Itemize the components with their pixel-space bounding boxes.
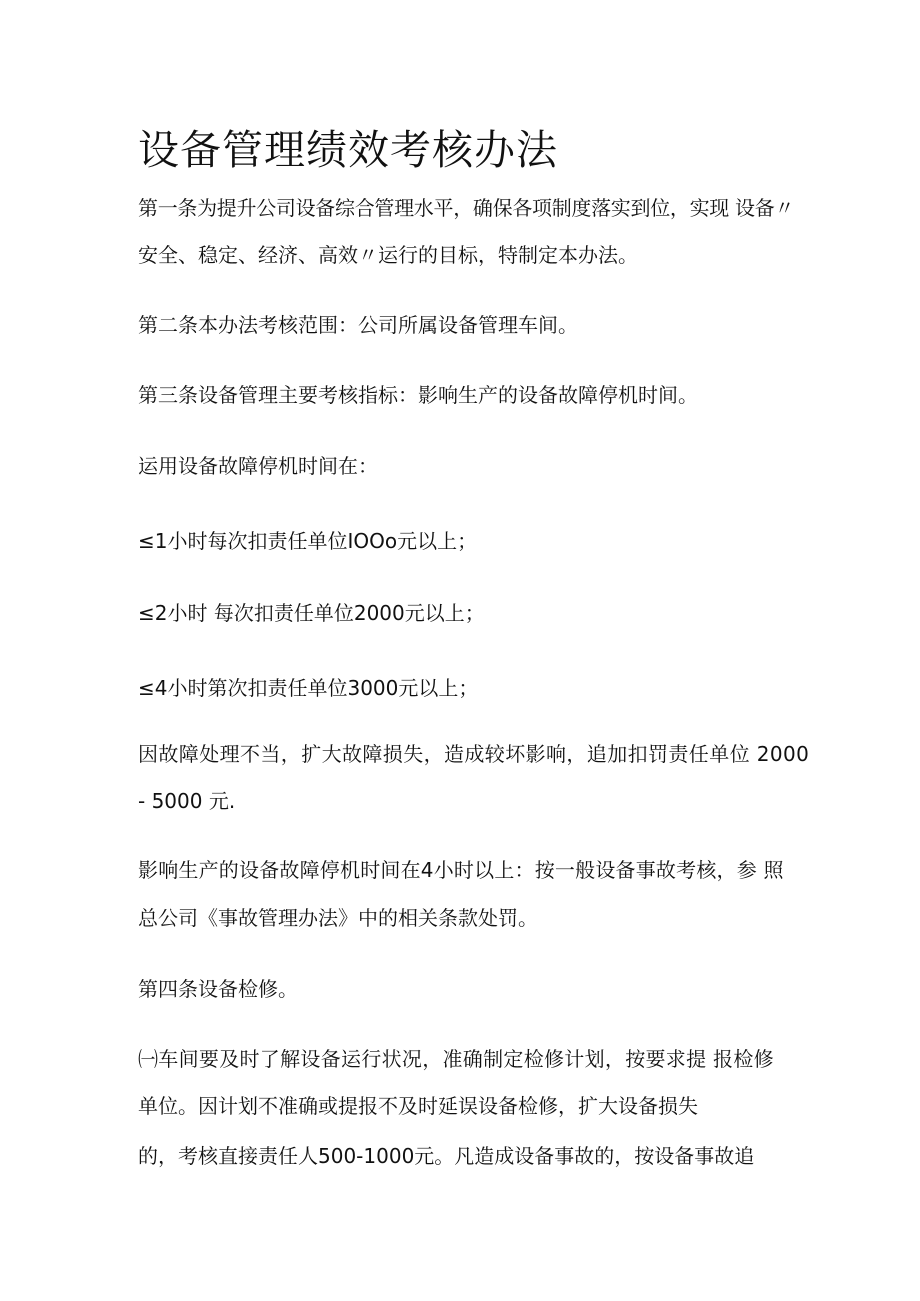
article-3-line: 第三条设备管理主要考核指标：影响生产的设备故障停机时间。	[138, 383, 698, 407]
downtime-intro-line: 运用设备故障停机时间在：	[138, 454, 378, 478]
downtime-rule-4h: ≤4小时第次扣责任单位3000元以上；	[138, 676, 479, 700]
article-4-item-1-line-3: 的，考核直接责任人500-1000元。凡造成设备事故的，按设备事故追	[138, 1144, 755, 1168]
downtime-rule-1h: ≤1小时每次扣责任单位IOOo元以上；	[138, 529, 478, 553]
improper-handling-line-1: 因故障处理不当，扩大故障损失，造成较坏影响，追加扣罚责任单位 2000	[138, 742, 810, 766]
improper-handling-line-2: - 5000 元.	[138, 789, 236, 813]
article-1-line-2: 安全、稳定、经济、高效〃运行的目标，特制定本办法。	[138, 243, 638, 267]
article-2-line: 第二条本办法考核范围：公司所属设备管理车间。	[138, 313, 578, 337]
over-4h-line-1: 影响生产的设备故障停机时间在4小时以上：按一般设备事故考核，参 照	[138, 858, 784, 882]
over-4h-line-2: 总公司《事故管理办法》中的相关条款处罚。	[138, 906, 538, 930]
article-4-item-1-line-1: ㈠车间要及时了解设备运行状况，准确制定检修计划，按要求提 报检修	[138, 1047, 774, 1071]
downtime-rule-2h: ≤2小时 每次扣责任单位2000元以上；	[138, 601, 485, 625]
document-title: 设备管理绩效考核办法	[138, 126, 558, 174]
article-1-line-1: 第一条为提升公司设备综合管理水平，确保各项制度落实到位，实现 设备〃	[138, 196, 795, 220]
article-4-line: 第四条设备检修。	[138, 977, 298, 1001]
article-4-item-1-line-2: 单位。因计划不准确或提报不及时延误设备检修，扩大设备损失	[138, 1094, 698, 1118]
